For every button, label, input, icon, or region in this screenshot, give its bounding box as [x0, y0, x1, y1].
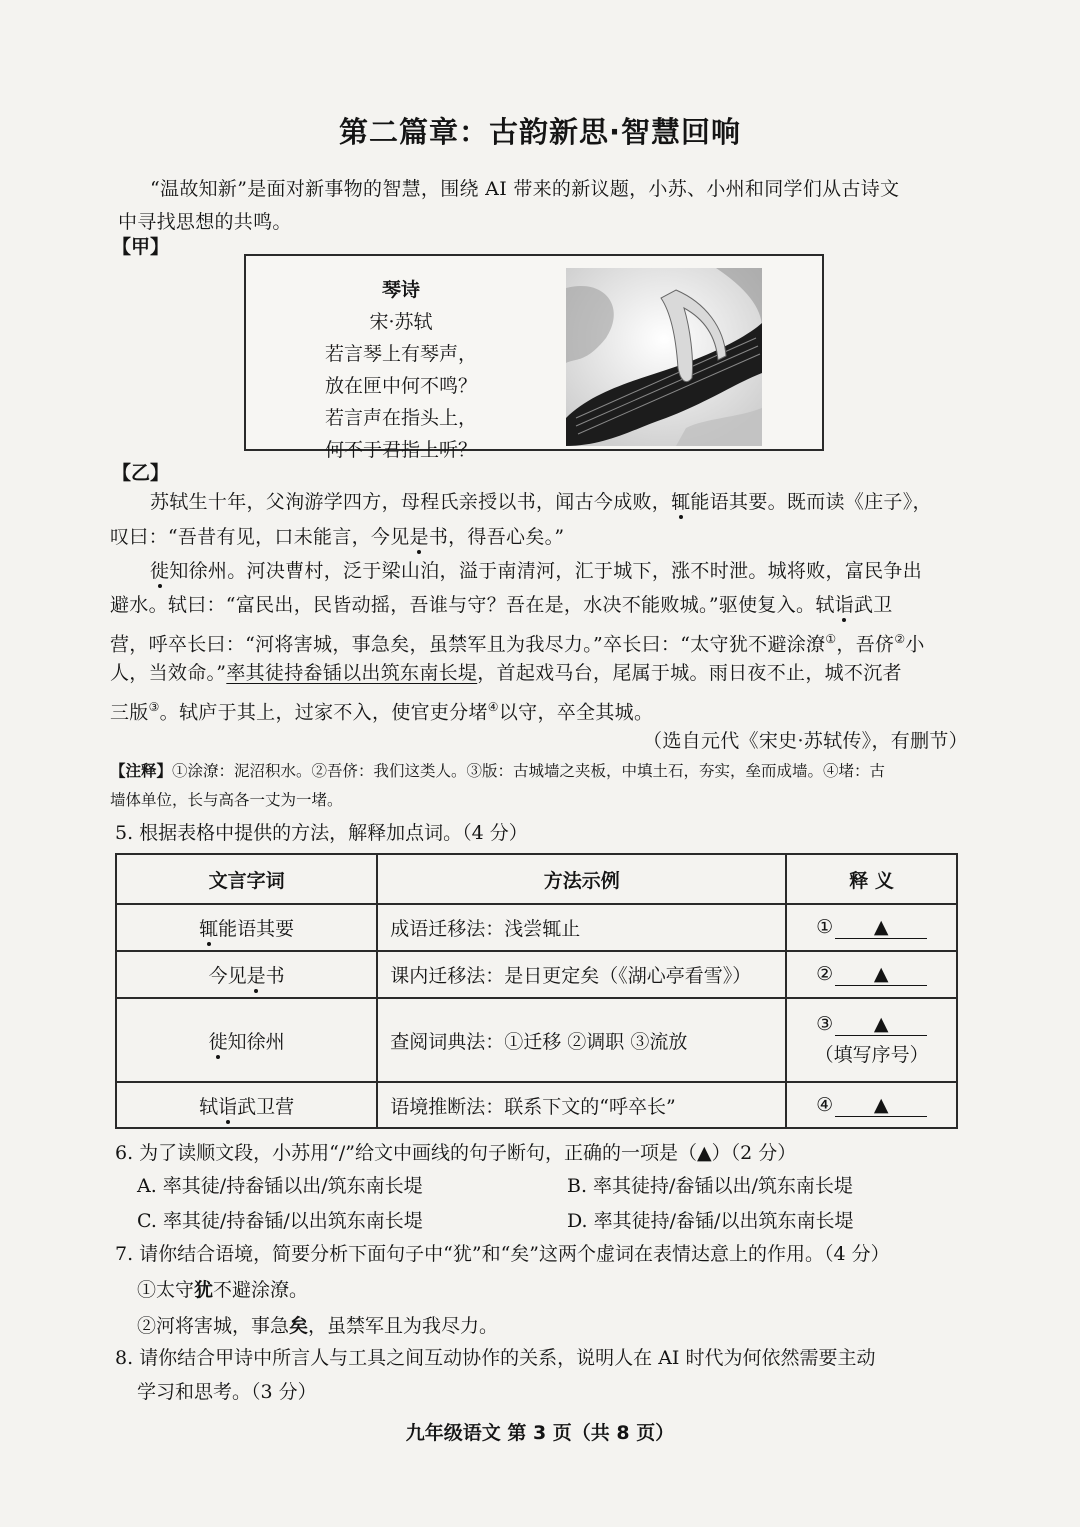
answer-cell[interactable]: [786, 904, 957, 951]
answer-hint: （填写序号）: [814, 1044, 929, 1066]
section-yi-label: 【乙】: [112, 462, 170, 484]
poem-box: [244, 254, 824, 461]
footnote-mark: ③: [148, 700, 160, 714]
poem-author: 宋·苏轼: [369, 311, 433, 333]
intro-line-2: 中寻找思想的共鸣。: [118, 211, 292, 233]
method-cell: 查阅词典法：①迁移 ②调职 ③流放: [377, 998, 786, 1082]
text-run: ②河将害城，事急: [137, 1315, 290, 1337]
word-cell: [116, 998, 377, 1082]
method-cell: 语境推断法：联系下文的“呼卒长”: [377, 1082, 786, 1128]
method-cell: 成语迁移法：浅尝辄止: [377, 904, 786, 951]
passage-p1-line-2: [110, 520, 564, 554]
chapter-title: 第二篇章：古韵新思·智慧回响: [338, 115, 742, 149]
option-d[interactable]: D. 率其徒持/畚锸/以出筑东南长堤: [567, 1210, 854, 1232]
question-6-prompt: [115, 1137, 796, 1169]
passage-p2-line-2: [110, 588, 893, 622]
passage-p1-line-1: [150, 485, 932, 519]
text-run: 以守，卒全其城。: [498, 701, 654, 724]
dotted-char: 是: [246, 965, 266, 987]
word-cell: [116, 904, 377, 951]
text-run: 知徐州: [227, 1030, 285, 1053]
poem-line: 何不于君指上听？: [324, 439, 477, 461]
answer-number: ②: [816, 963, 834, 985]
passage-p2-line-5: [110, 690, 653, 729]
question-7-sentence-2: [137, 1310, 498, 1342]
footnote-mark: ①: [825, 632, 837, 646]
poem-line: 若言琴上有琴声，: [324, 343, 477, 365]
dotted-char: 徙: [208, 1030, 228, 1053]
question-7-sentence-1: [137, 1274, 308, 1306]
text-run: ，虽禁军且为我尽力。: [308, 1315, 499, 1337]
answer-number: ①: [816, 916, 834, 938]
answer-cell[interactable]: [786, 951, 957, 998]
bold-word: 犹: [194, 1279, 214, 1301]
text-run: 书: [265, 965, 285, 987]
text-run: ，首起戏马台，尾属于城。雨日夜不止，城不沉者: [477, 662, 902, 684]
answer-number: ③: [816, 1013, 834, 1035]
guqin-ink-illustration: [566, 268, 762, 446]
text-run: 知徐州。河决曹村，泛于梁山泊，溢于南清河，汇于城下，涨不时泄。城将败，富民争出: [169, 560, 923, 582]
notes-line-2: 墙体单位，长与高各一丈为一堵。: [110, 791, 343, 809]
answer-cell[interactable]: [786, 1082, 957, 1128]
text-run: 书，得吾心矣。”: [428, 526, 565, 548]
section-jia-label: 【甲】: [112, 236, 170, 258]
text-run: 武卫营: [237, 1095, 295, 1118]
dotted-char: 诣: [218, 1095, 238, 1118]
text-run: 苏轼生十年，父洵游学四方，母程氏亲授以书，闻古今成败，: [150, 491, 672, 513]
option-c[interactable]: C. 率其徒/持畚锸/以出筑东南长堤: [137, 1210, 423, 1232]
question-5-prompt: 5. 根据表格中提供的方法，解释加点词。（4 分）: [115, 822, 528, 844]
text-run: 6. 为了读顺文段，小苏用“/”给文中画线的句子断句，正确的一项是（: [115, 1142, 697, 1164]
text-run: 。轼庐于其上，过家不入，使官吏分堵: [159, 701, 488, 724]
dotted-char: 是: [409, 526, 429, 548]
text-run: 三版: [110, 701, 149, 724]
dotted-char: 辄: [199, 918, 219, 940]
text-run: ，吾侪: [836, 633, 895, 656]
question-8-line-1: 8. 请你结合甲诗中所言人与工具之间互动协作的关系，说明人在 AI 时代为何依然需要主动: [115, 1347, 876, 1369]
dotted-char: 诣: [834, 594, 854, 616]
page-footer: 九年级语文 第 3 页（共 8 页）: [405, 1422, 675, 1444]
answer-mark[interactable]: ▲: [697, 1142, 712, 1164]
footnote-mark: ②: [894, 632, 906, 646]
intro-line-1: “温故知新”是面对新事物的智慧，围绕 AI 带来的新议题，小苏、小州和同学们从古诗文: [150, 178, 900, 200]
question-8-line-2: 学习和思考。（3 分）: [137, 1381, 317, 1403]
table-header: 方法示例: [377, 854, 786, 904]
text-run: 避水。轼曰：“富民出，民皆动摇，吾谁与守？吾在是，水决不能败城。”驱使复入。轼: [110, 594, 835, 616]
option-a[interactable]: A. 率其徒/持畚锸以出/筑东南长堤: [137, 1175, 423, 1197]
text-run: ①涂潦：泥沼积水。②吾侪：我们这类人。③版：古城墙之夹板，中填土石，夯实，垒而成墙。④堵：古: [172, 762, 886, 780]
poem-text: [306, 274, 496, 466]
passage-p2-line-4: [110, 656, 902, 690]
table-row: [116, 998, 957, 1082]
poem-title: 琴诗: [381, 279, 420, 301]
answer-blank[interactable]: ▲: [835, 916, 927, 939]
table-header-row: [116, 854, 957, 904]
question-7-prompt: 7. 请你结合语境，简要分析下面句子中“犹”和“矣”这两个虚词在表情达意上的作用。（4 分）: [115, 1243, 890, 1265]
answer-blank[interactable]: ▲: [835, 1013, 927, 1036]
notes-label: 【注释】: [110, 762, 173, 780]
table-header: 文言字词: [116, 854, 377, 904]
table-row: [116, 1082, 957, 1128]
answer-blank[interactable]: ▲: [835, 963, 927, 986]
text-run: ①太守: [137, 1279, 195, 1301]
footnote-mark: ④: [487, 700, 499, 714]
word-cell: [116, 1082, 377, 1128]
text-run: 轼: [199, 1095, 219, 1118]
text-run: 小: [905, 633, 925, 656]
passage-source: （选自元代《宋史·苏轼传》，有删节）: [643, 730, 968, 752]
answer-number: ④: [816, 1093, 834, 1116]
notes-line-1: [110, 757, 885, 786]
answer-blank[interactable]: ▲: [835, 1094, 927, 1117]
table-row: [116, 904, 957, 951]
text-run: 营，呼卒长曰：“河将害城，事急矣，虽禁军且为我尽力。”卒长曰：“太守犹不避涂潦: [110, 633, 826, 656]
text-run: 能语其要: [218, 918, 295, 940]
text-run: 不避涂潦。: [213, 1279, 309, 1301]
text-run: 人，当效命。”: [110, 662, 227, 684]
option-b[interactable]: B. 率其徒持/畚锸以出/筑东南长堤: [567, 1175, 853, 1197]
word-cell: [116, 951, 377, 998]
text-run: 能语其要。既而读《庄子》，: [690, 491, 932, 513]
underlined-sentence: 率其徒持畚锸以出筑东南长堤: [226, 662, 478, 684]
text-run: 叹曰：“吾昔有见，口未能言，今见: [110, 526, 410, 548]
text-run: ）（2 分）: [711, 1142, 797, 1164]
passage-p2-line-1: [150, 554, 922, 588]
poem-line: 若言声在指头上，: [324, 407, 477, 429]
bold-word: 矣: [289, 1315, 309, 1337]
text-run: 武卫: [853, 594, 893, 616]
dotted-char: 辄: [671, 491, 691, 513]
table-row: [116, 951, 957, 998]
question-5-table: [115, 853, 958, 1129]
method-cell: 课内迁移法：是日更定矣（《湖心亭看雪》）: [377, 951, 786, 998]
answer-cell[interactable]: [786, 998, 957, 1082]
table-header: 释 义: [786, 854, 957, 904]
text-run: 今见: [208, 965, 247, 987]
poem-line: 放在匣中何不鸣？: [324, 375, 477, 397]
dotted-char: 徙: [150, 560, 170, 582]
